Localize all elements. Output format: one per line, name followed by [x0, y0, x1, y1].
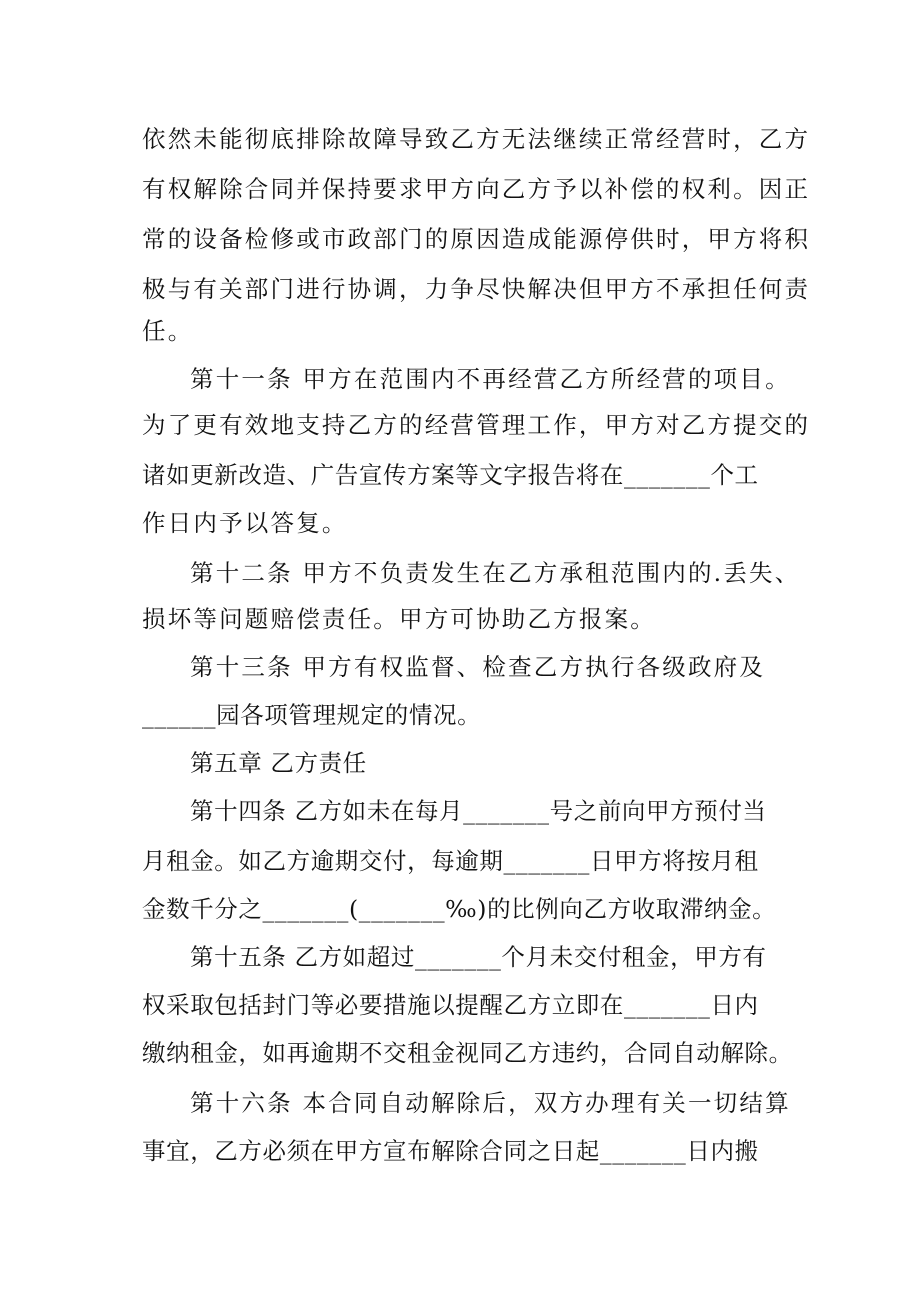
article-14-heading: 第十四条 乙方如未在每月_______号之前向甲方预付当 [190, 797, 767, 825]
article-12-heading: 第十二条 甲方不负责发生在乙方承租范围内的.丢失、 [190, 559, 801, 587]
text-line: 依然未能彻底排除故障导致乙方无法继续正常经营时，乙方 [142, 125, 811, 153]
text-line: 金数千分之_______(_______‰)的比例向乙方收取滞纳金。 [142, 895, 777, 923]
text-line: 作日内予以答复。 [142, 509, 348, 537]
article-11-heading: 第十一条 甲方在范围内不再经营乙方所经营的项目。 [190, 365, 791, 393]
article-13-heading: 第十三条 甲方有权监督、检查乙方执行各级政府及 [190, 653, 766, 681]
text-line: 损坏等问题赔偿责任。甲方可协助乙方报案。 [142, 605, 656, 633]
text-line: 常的设备检修或市政部门的原因造成能源停供时，甲方将积 [142, 225, 811, 253]
text-line: 月租金。如乙方逾期交付，每逾期_______日甲方将按月租 [142, 847, 759, 875]
text-line: ______园各项管理规定的情况。 [142, 701, 482, 729]
text-line: 任。 [142, 317, 194, 345]
article-15-heading: 第十五条 乙方如超过_______个月未交付租金，甲方有 [190, 943, 767, 971]
text-line: 极与有关部门进行协调，力争尽快解决但甲方不承担任何责 [142, 275, 811, 303]
text-line: 事宜，乙方必须在甲方宣布解除合同之日起_______日内搬 [142, 1137, 759, 1165]
text-line: 有权解除合同并保持要求甲方向乙方予以补偿的权利。因正 [142, 175, 811, 203]
text-line: 缴纳租金，如再逾期不交租金视同乙方违约，合同自动解除。 [142, 1039, 793, 1067]
chapter-5-title: 第五章 乙方责任 [190, 749, 367, 777]
text-line: 权采取包括封门等必要措施以提醒乙方立即在_______日内 [142, 991, 759, 1019]
text-line: 为了更有效地支持乙方的经营管理工作，甲方对乙方提交的 [142, 411, 811, 439]
text-line: 诸如更新改造、广告宣传方案等文字报告将在_______个工 [142, 461, 759, 489]
article-16-heading: 第十六条 本合同自动解除后，双方办理有关一切结算 [190, 1089, 791, 1117]
